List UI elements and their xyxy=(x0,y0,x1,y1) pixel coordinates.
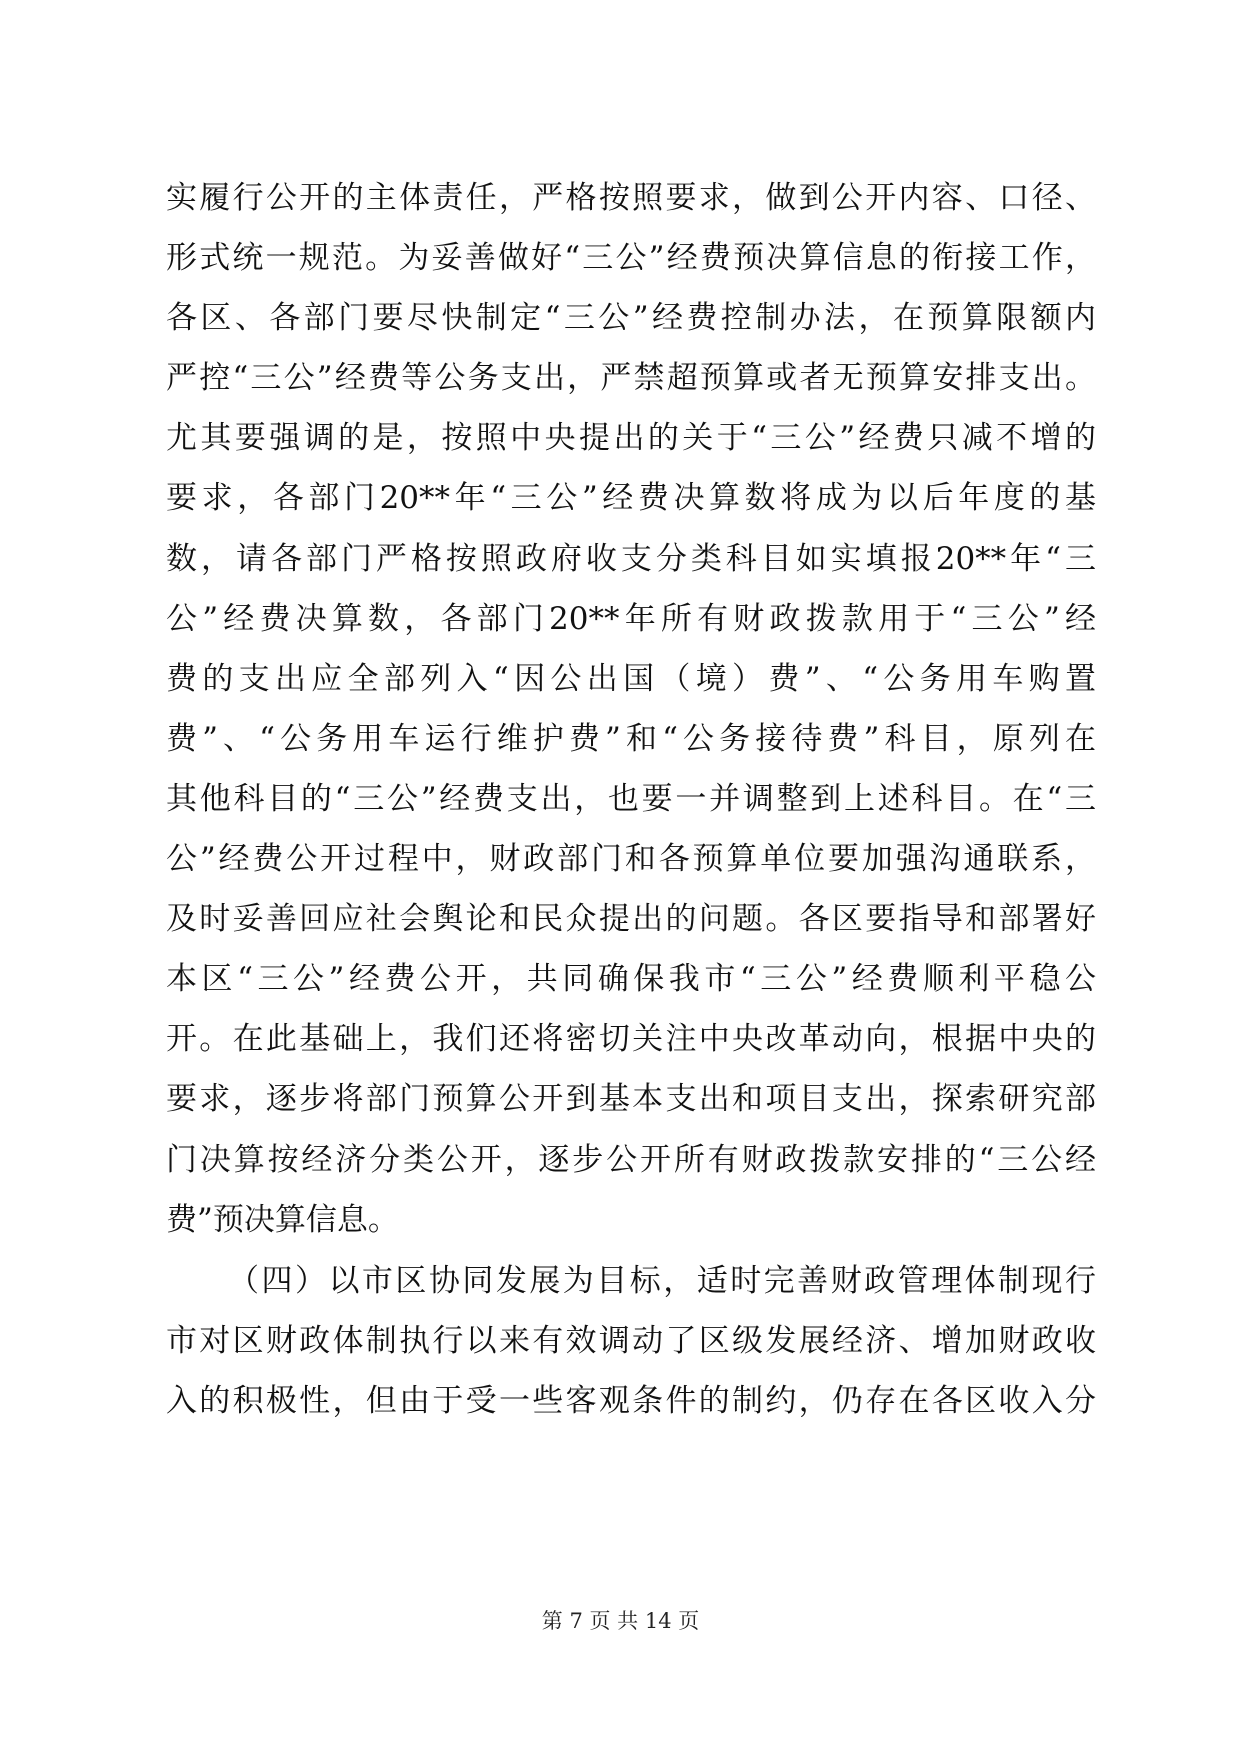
text-line: 尤其要强调的是，按照中央提出的关于“三公”经费只减不增的 xyxy=(166,420,1096,457)
text-line: 要求，各部门20**年“三公”经费决算数将成为以后年度的基 xyxy=(166,480,1096,517)
page-footer xyxy=(0,1605,1241,1635)
paragraph-1 xyxy=(166,168,1096,1250)
text-line: 公”经费决算数，各部门20**年所有财政拨款用于“三公”经 xyxy=(166,600,1096,637)
text-line: 形式统一规范。为妥善做好“三公”经费预决算信息的衔接工作， xyxy=(166,240,1096,277)
text-line: 本区“三公”经费公开，共同确保我市“三公”经费顺利平稳公 xyxy=(166,961,1096,998)
text-line: 入的积极性，但由于受一些客观条件的制约，仍存在各区收入分 xyxy=(166,1382,1096,1419)
text-line: 及时妥善回应社会舆论和民众提出的问题。各区要指导和部署好 xyxy=(166,901,1096,938)
document-body xyxy=(166,168,1096,1431)
text-line: 要求，逐步将部门预算公开到基本支出和项目支出，探索研究部 xyxy=(166,1081,1096,1118)
text-line: 其他科目的“三公”经费支出，也要一并调整到上述科目。在“三 xyxy=(166,780,1096,817)
text-line: 实履行公开的主体责任，严格按照要求，做到公开内容、口径、 xyxy=(166,180,1096,216)
text-line: 严控“三公”经费等公务支出，严禁超预算或者无预算安排支出。 xyxy=(166,360,1096,397)
text-line: 费”、“公务用车运行维护费”和“公务接待费”科目，原列在 xyxy=(166,720,1096,757)
text-line: 公”经费公开过程中，财政部门和各预算单位要加强沟通联系， xyxy=(166,841,1096,878)
text-line: 各区、各部门要尽快制定“三公”经费控制办法，在预算限额内 xyxy=(166,300,1096,337)
text-line: 市对区财政体制执行以来有效调动了区级发展经济、增加财政收 xyxy=(166,1322,1096,1359)
text-line: 门决算按经济分类公开，逐步公开所有财政拨款安排的“三公经 xyxy=(166,1141,1096,1178)
section-heading-line: （四）以市区协同发展为目标，适时完善财政管理体制现行 xyxy=(228,1262,1096,1299)
paragraph-2 xyxy=(166,1251,1096,1431)
page-number: 第 7 页 共 14 页 xyxy=(541,1609,700,1633)
text-line: 开。在此基础上，我们还将密切关注中央改革动向，根据中央的 xyxy=(166,1021,1096,1058)
text-line: 费的支出应全部列入“因公出国（境）费”、“公务用车购置 xyxy=(166,660,1096,697)
text-line: 费”预决算信息。 xyxy=(166,1201,399,1238)
text-line: 数，请各部门严格按照政府收支分类科目如实填报20**年“三 xyxy=(166,540,1096,577)
